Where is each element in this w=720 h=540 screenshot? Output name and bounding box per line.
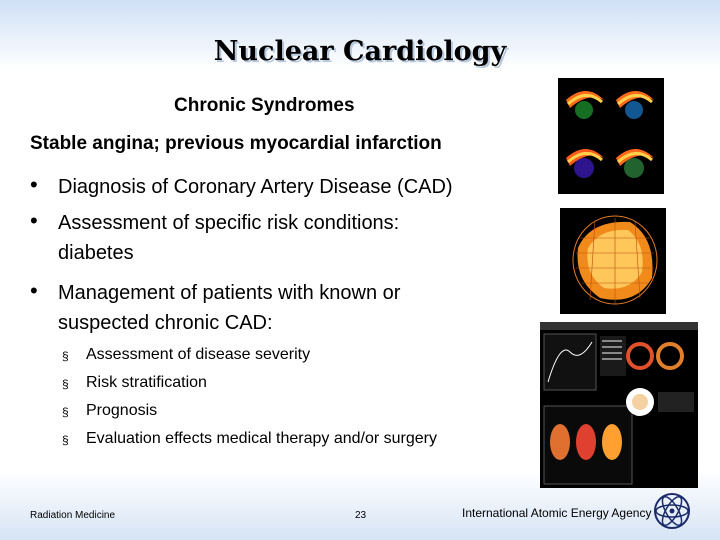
square-bullet-icon: § [62,405,69,419]
sub-bullet-text: Assessment of disease severity [86,346,311,363]
square-bullet-icon: § [62,433,69,447]
lead-line: Stable angina; previous myocardial infarction [30,133,442,154]
spect-slices-image [558,78,664,194]
footer-organization: International Atomic Energy Agency [462,506,652,520]
sub-bullet-text: Evaluation effects medical therapy and/or surgery [86,430,438,447]
footer-left: Radiation Medicine [30,510,116,521]
square-bullet-icon: § [62,349,69,363]
bullet-text: Assessment of specific risk conditions: diabetes [58,212,400,264]
iaea-logo [652,492,692,530]
bullet-dot: • [30,172,38,197]
bullet-dot: • [30,208,38,233]
slide-title: Nuclear Cardiology [213,36,507,67]
heart-3d-image [560,208,666,314]
bullet-dot: • [30,278,38,303]
slide-subtitle: Chronic Syndromes [174,95,355,116]
bullet-text: Diagnosis of Coronary Artery Disease (CAD) [58,176,453,198]
cardiac-software-screenshot [540,322,698,488]
page-number: 23 [355,510,367,521]
bullet-text: Management of patients with known or suspected chronic CAD: [58,282,401,334]
sub-bullet-text: Risk stratification [86,374,207,391]
square-bullet-icon: § [62,377,69,391]
sub-bullet-text: Prognosis [86,402,158,419]
